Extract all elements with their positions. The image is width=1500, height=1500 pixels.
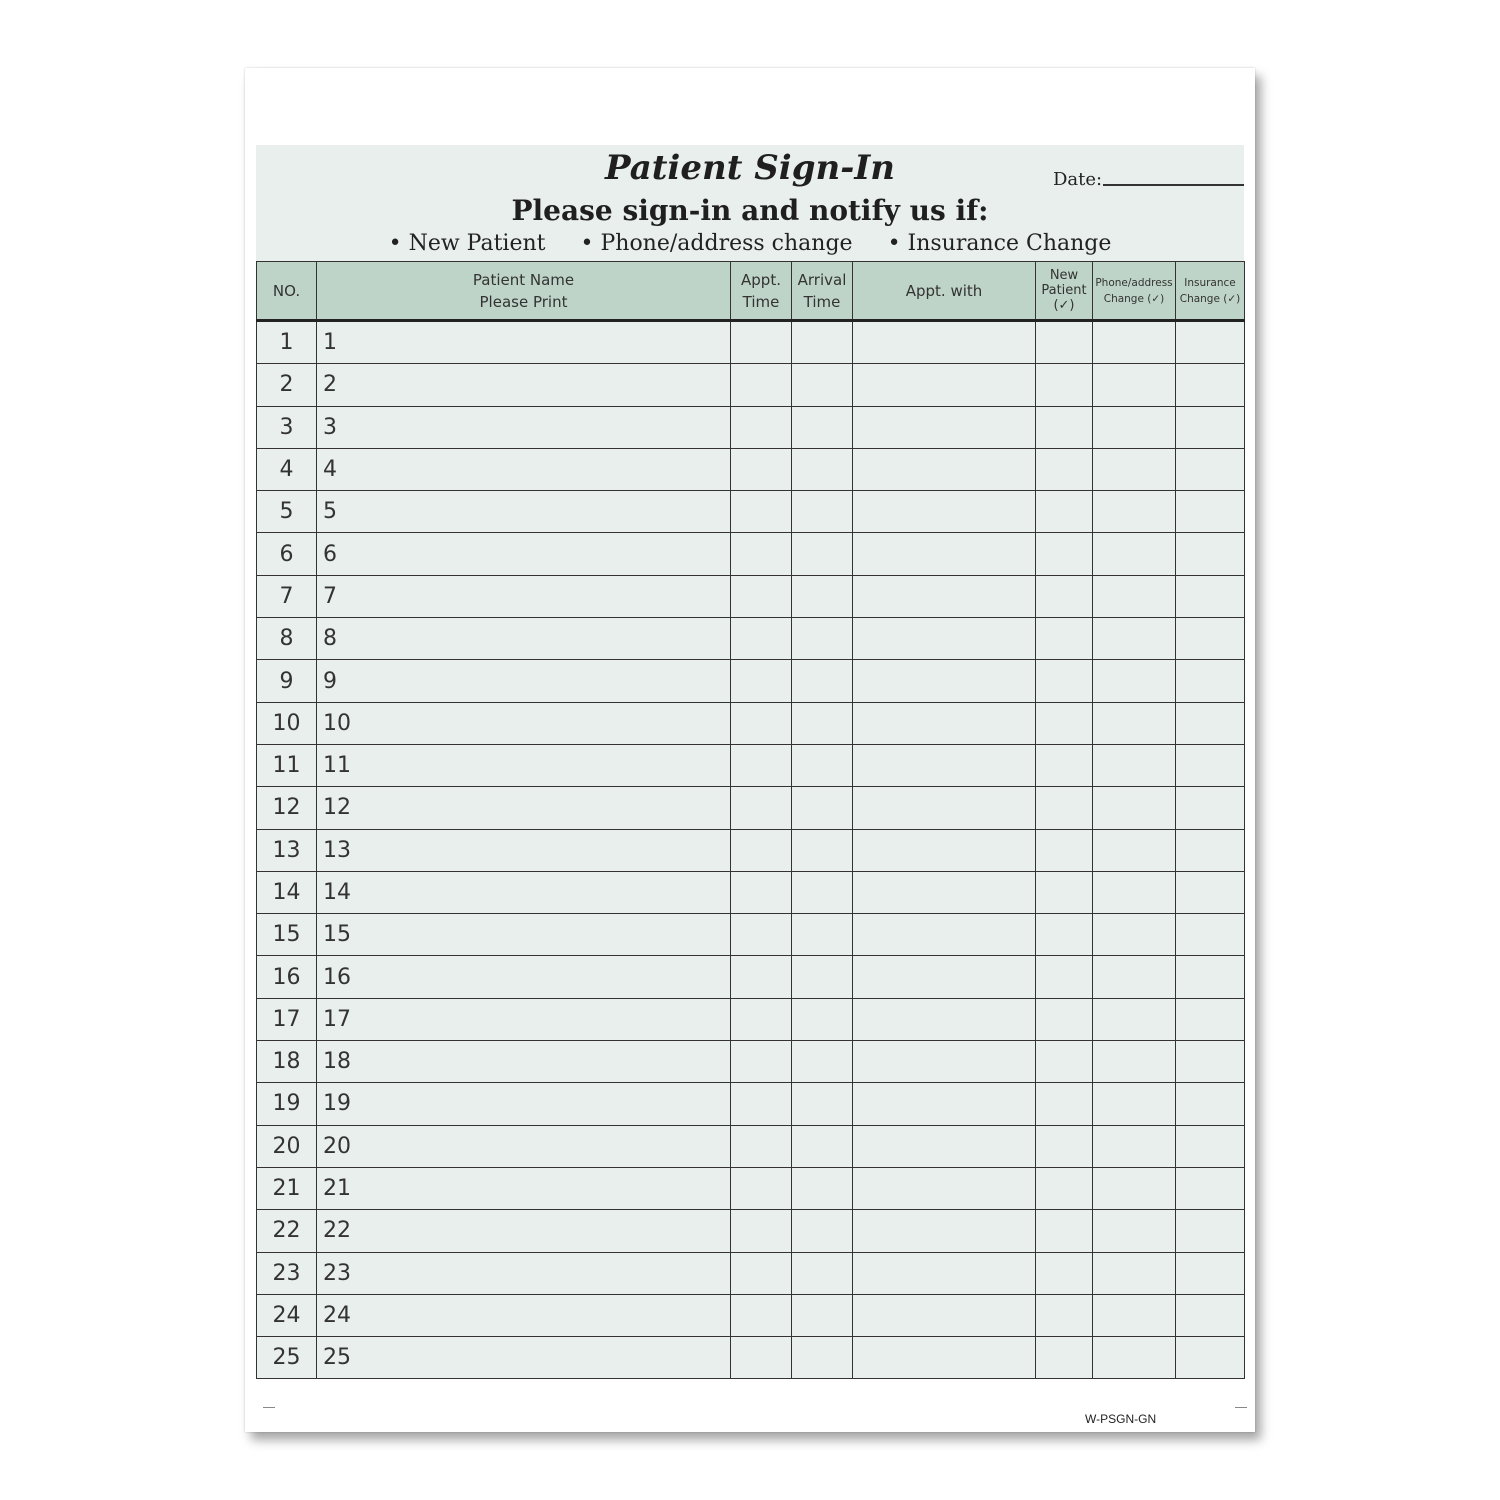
notify-item-phone-address: • Phone/address change <box>580 231 853 256</box>
col-header-arrival-time: Arrival Time <box>792 262 853 321</box>
insurance-check-cell[interactable] <box>1176 744 1245 786</box>
appt-time-cell[interactable] <box>731 744 792 786</box>
insurance-check-cell[interactable] <box>1176 364 1245 406</box>
table-row <box>257 1083 1245 1125</box>
arrival-time-cell[interactable] <box>792 956 853 998</box>
patient-name-cell[interactable]: 4 <box>317 448 731 490</box>
new-patient-check-cell[interactable] <box>1036 744 1093 786</box>
table-row <box>257 1167 1245 1209</box>
table-row <box>257 787 1245 829</box>
arrival-time-cell[interactable] <box>792 871 853 913</box>
table-row <box>257 406 1245 448</box>
insurance-check-cell[interactable] <box>1176 702 1245 744</box>
patient-name-cell[interactable]: 15 <box>317 914 731 956</box>
patient-name-cell[interactable]: 23 <box>317 1252 731 1294</box>
sign-in-sheet <box>245 68 1255 1432</box>
appt-time-cell[interactable] <box>731 956 792 998</box>
patient-name-cell[interactable]: 9 <box>317 660 731 702</box>
arrival-time-cell[interactable] <box>792 914 853 956</box>
appt-time-cell[interactable] <box>731 998 792 1040</box>
phone-address-check-cell[interactable] <box>1093 1252 1176 1294</box>
patient-name-cell[interactable]: 18 <box>317 1041 731 1083</box>
patient-name-cell[interactable]: 2 <box>317 364 731 406</box>
appt-time-cell[interactable] <box>731 702 792 744</box>
insurance-check-cell[interactable] <box>1176 1294 1245 1336</box>
arrival-time-cell[interactable] <box>792 1041 853 1083</box>
patient-name-cell[interactable]: 1 <box>317 321 731 364</box>
appt-with-cell[interactable] <box>853 660 1036 702</box>
arrival-time-cell[interactable] <box>792 787 853 829</box>
table-row <box>257 575 1245 617</box>
phone-address-check-cell[interactable] <box>1093 533 1176 575</box>
new-patient-check-cell[interactable] <box>1036 1337 1093 1379</box>
phone-address-check-cell[interactable] <box>1093 1210 1176 1252</box>
insurance-check-cell[interactable] <box>1176 1125 1245 1167</box>
form-title: Patient Sign-In <box>605 148 895 188</box>
phone-address-check-cell[interactable] <box>1093 448 1176 490</box>
date-label: Date: <box>1053 169 1103 190</box>
table-row <box>257 1252 1245 1294</box>
appt-with-cell[interactable] <box>853 1337 1036 1379</box>
new-patient-check-cell[interactable] <box>1036 702 1093 744</box>
new-patient-check-cell[interactable] <box>1036 406 1093 448</box>
phone-address-check-cell[interactable] <box>1093 364 1176 406</box>
arrival-time-cell[interactable] <box>792 998 853 1040</box>
appt-time-cell[interactable] <box>731 1252 792 1294</box>
patient-name-cell[interactable]: 6 <box>317 533 731 575</box>
appt-with-cell[interactable] <box>853 914 1036 956</box>
appt-time-cell[interactable] <box>731 491 792 533</box>
insurance-check-cell[interactable] <box>1176 956 1245 998</box>
row-number: 10 <box>257 702 317 744</box>
arrival-time-cell[interactable] <box>792 1294 853 1336</box>
phone-address-check-cell[interactable] <box>1093 914 1176 956</box>
row-number: 24 <box>257 1294 317 1336</box>
row-number: 2 <box>257 364 317 406</box>
table-row <box>257 1294 1245 1336</box>
insurance-check-cell[interactable] <box>1176 575 1245 617</box>
col-header-no: NO. <box>257 262 317 321</box>
appt-time-cell[interactable] <box>731 533 792 575</box>
arrival-time-cell[interactable] <box>792 448 853 490</box>
phone-address-check-cell[interactable] <box>1093 321 1176 364</box>
row-number: 8 <box>257 618 317 660</box>
row-number: 15 <box>257 914 317 956</box>
phone-address-check-cell[interactable] <box>1093 1294 1176 1336</box>
insurance-check-cell[interactable] <box>1176 618 1245 660</box>
insurance-check-cell[interactable] <box>1176 1041 1245 1083</box>
insurance-check-cell[interactable] <box>1176 1252 1245 1294</box>
table-row <box>257 702 1245 744</box>
table-row <box>257 956 1245 998</box>
row-number: 13 <box>257 829 317 871</box>
col-header-patient-name: Patient Name Please Print <box>317 262 731 321</box>
row-number: 18 <box>257 1041 317 1083</box>
form-code: W-PSGN-GN <box>1085 1412 1157 1426</box>
row-number: 22 <box>257 1210 317 1252</box>
appt-with-cell[interactable] <box>853 1210 1036 1252</box>
appt-time-cell[interactable] <box>731 1337 792 1379</box>
patient-name-cell[interactable]: 17 <box>317 998 731 1040</box>
row-number: 17 <box>257 998 317 1040</box>
appt-with-cell[interactable] <box>853 744 1036 786</box>
phone-address-check-cell[interactable] <box>1093 1125 1176 1167</box>
new-patient-check-cell[interactable] <box>1036 1083 1093 1125</box>
appt-time-cell[interactable] <box>731 618 792 660</box>
patient-name-cell[interactable]: 10 <box>317 702 731 744</box>
phone-address-check-cell[interactable] <box>1093 871 1176 913</box>
row-number: 5 <box>257 491 317 533</box>
row-number: 12 <box>257 787 317 829</box>
new-patient-check-cell[interactable] <box>1036 829 1093 871</box>
patient-name-cell[interactable]: 20 <box>317 1125 731 1167</box>
row-number: 3 <box>257 406 317 448</box>
patient-name-cell[interactable]: 7 <box>317 575 731 617</box>
insurance-check-cell[interactable] <box>1176 321 1245 364</box>
form-subtitle: Please sign-in and notify us if: <box>511 194 989 227</box>
phone-address-check-cell[interactable] <box>1093 1167 1176 1209</box>
row-number: 25 <box>257 1337 317 1379</box>
table-row <box>257 871 1245 913</box>
table-row <box>257 1337 1245 1379</box>
phone-address-check-cell[interactable] <box>1093 1337 1176 1379</box>
appt-with-cell[interactable] <box>853 1252 1036 1294</box>
appt-time-cell[interactable] <box>731 1041 792 1083</box>
appt-with-cell[interactable] <box>853 787 1036 829</box>
table-header-row <box>257 262 1245 321</box>
insurance-check-cell[interactable] <box>1176 998 1245 1040</box>
phone-address-check-cell[interactable] <box>1093 491 1176 533</box>
appt-time-cell[interactable] <box>731 1294 792 1336</box>
col-header-insurance-change: Insurance Change (✓) <box>1176 262 1245 321</box>
arrival-time-cell[interactable] <box>792 321 853 364</box>
new-patient-check-cell[interactable] <box>1036 321 1093 364</box>
table-row <box>257 448 1245 490</box>
arrival-time-cell[interactable] <box>792 575 853 617</box>
appt-time-cell[interactable] <box>731 575 792 617</box>
appt-time-cell[interactable] <box>731 914 792 956</box>
new-patient-check-cell[interactable] <box>1036 871 1093 913</box>
row-number: 9 <box>257 660 317 702</box>
new-patient-check-cell[interactable] <box>1036 1041 1093 1083</box>
appt-with-cell[interactable] <box>853 1083 1036 1125</box>
row-number: 20 <box>257 1125 317 1167</box>
appt-with-cell[interactable] <box>853 321 1036 364</box>
arrival-time-cell[interactable] <box>792 1210 853 1252</box>
new-patient-check-cell[interactable] <box>1036 956 1093 998</box>
arrival-time-cell[interactable] <box>792 660 853 702</box>
row-number: 7 <box>257 575 317 617</box>
arrival-time-cell[interactable] <box>792 533 853 575</box>
arrival-time-cell[interactable] <box>792 1337 853 1379</box>
appt-time-cell[interactable] <box>731 364 792 406</box>
new-patient-check-cell[interactable] <box>1036 1167 1093 1209</box>
new-patient-check-cell[interactable] <box>1036 448 1093 490</box>
row-number: 16 <box>257 956 317 998</box>
table-row <box>257 660 1245 702</box>
patient-name-cell[interactable]: 13 <box>317 829 731 871</box>
row-number: 11 <box>257 744 317 786</box>
appt-time-cell[interactable] <box>731 1210 792 1252</box>
insurance-check-cell[interactable] <box>1176 1210 1245 1252</box>
arrival-time-cell[interactable] <box>792 364 853 406</box>
new-patient-check-cell[interactable] <box>1036 1294 1093 1336</box>
table-row <box>257 744 1245 786</box>
table-row <box>257 618 1245 660</box>
insurance-check-cell[interactable] <box>1176 660 1245 702</box>
table-row <box>257 364 1245 406</box>
phone-address-check-cell[interactable] <box>1093 575 1176 617</box>
new-patient-check-cell[interactable] <box>1036 660 1093 702</box>
arrival-time-cell[interactable] <box>792 1252 853 1294</box>
appt-time-cell[interactable] <box>731 321 792 364</box>
phone-address-check-cell[interactable] <box>1093 1041 1176 1083</box>
new-patient-check-cell[interactable] <box>1036 787 1093 829</box>
insurance-check-cell[interactable] <box>1176 1167 1245 1209</box>
arrival-time-cell[interactable] <box>792 1167 853 1209</box>
col-header-appt-with: Appt. with <box>853 262 1036 321</box>
appt-with-cell[interactable] <box>853 491 1036 533</box>
appt-with-cell[interactable] <box>853 1294 1036 1336</box>
trim-mark-left <box>263 1407 275 1408</box>
table-row <box>257 829 1245 871</box>
phone-address-check-cell[interactable] <box>1093 956 1176 998</box>
table-row <box>257 1210 1245 1252</box>
patient-name-cell[interactable]: 21 <box>317 1167 731 1209</box>
appt-with-cell[interactable] <box>853 956 1036 998</box>
patient-name-cell[interactable]: 5 <box>317 491 731 533</box>
appt-with-cell[interactable] <box>853 998 1036 1040</box>
phone-address-check-cell[interactable] <box>1093 787 1176 829</box>
new-patient-check-cell[interactable] <box>1036 364 1093 406</box>
patient-name-cell[interactable]: 14 <box>317 871 731 913</box>
row-number: 19 <box>257 1083 317 1125</box>
table-row <box>257 533 1245 575</box>
arrival-time-cell[interactable] <box>792 1125 853 1167</box>
trim-mark-right <box>1235 1407 1247 1408</box>
patient-name-cell[interactable]: 3 <box>317 406 731 448</box>
col-header-phone-address-change: Phone/address Change (✓) <box>1093 262 1176 321</box>
new-patient-check-cell[interactable] <box>1036 998 1093 1040</box>
appt-time-cell[interactable] <box>731 406 792 448</box>
insurance-check-cell[interactable] <box>1176 787 1245 829</box>
row-number: 1 <box>257 321 317 364</box>
date-field[interactable] <box>1103 184 1244 186</box>
table-row <box>257 321 1245 364</box>
arrival-time-cell[interactable] <box>792 829 853 871</box>
table-row <box>257 998 1245 1040</box>
row-number: 6 <box>257 533 317 575</box>
phone-address-check-cell[interactable] <box>1093 744 1176 786</box>
new-patient-check-cell[interactable] <box>1036 914 1093 956</box>
phone-address-check-cell[interactable] <box>1093 660 1176 702</box>
patient-name-cell[interactable]: 22 <box>317 1210 731 1252</box>
appt-with-cell[interactable] <box>853 364 1036 406</box>
row-number: 14 <box>257 871 317 913</box>
patient-name-cell[interactable]: 19 <box>317 1083 731 1125</box>
new-patient-check-cell[interactable] <box>1036 1252 1093 1294</box>
patient-name-cell[interactable]: 25 <box>317 1337 731 1379</box>
appt-with-cell[interactable] <box>853 702 1036 744</box>
insurance-check-cell[interactable] <box>1176 1083 1245 1125</box>
row-number: 23 <box>257 1252 317 1294</box>
appt-with-cell[interactable] <box>853 618 1036 660</box>
notify-list <box>245 231 1255 256</box>
patient-name-cell[interactable]: 8 <box>317 618 731 660</box>
appt-with-cell[interactable] <box>853 1041 1036 1083</box>
appt-time-cell[interactable] <box>731 829 792 871</box>
sign-in-table <box>256 261 1245 1379</box>
appt-time-cell[interactable] <box>731 1125 792 1167</box>
new-patient-check-cell[interactable] <box>1036 618 1093 660</box>
appt-with-cell[interactable] <box>853 1125 1036 1167</box>
notify-item-insurance: • Insurance Change <box>887 231 1112 256</box>
new-patient-check-cell[interactable] <box>1036 575 1093 617</box>
insurance-check-cell[interactable] <box>1176 406 1245 448</box>
insurance-check-cell[interactable] <box>1176 871 1245 913</box>
insurance-check-cell[interactable] <box>1176 914 1245 956</box>
insurance-check-cell[interactable] <box>1176 448 1245 490</box>
appt-with-cell[interactable] <box>853 533 1036 575</box>
appt-with-cell[interactable] <box>853 406 1036 448</box>
phone-address-check-cell[interactable] <box>1093 702 1176 744</box>
table-row <box>257 1041 1245 1083</box>
phone-address-check-cell[interactable] <box>1093 406 1176 448</box>
appt-with-cell[interactable] <box>853 575 1036 617</box>
insurance-check-cell[interactable] <box>1176 829 1245 871</box>
table-row <box>257 914 1245 956</box>
appt-time-cell[interactable] <box>731 448 792 490</box>
insurance-check-cell[interactable] <box>1176 533 1245 575</box>
arrival-time-cell[interactable] <box>792 618 853 660</box>
insurance-check-cell[interactable] <box>1176 491 1245 533</box>
phone-address-check-cell[interactable] <box>1093 1083 1176 1125</box>
appt-with-cell[interactable] <box>853 829 1036 871</box>
patient-name-cell[interactable]: 11 <box>317 744 731 786</box>
phone-address-check-cell[interactable] <box>1093 618 1176 660</box>
appt-with-cell[interactable] <box>853 448 1036 490</box>
table-row <box>257 1125 1245 1167</box>
appt-with-cell[interactable] <box>853 1167 1036 1209</box>
patient-name-cell[interactable]: 24 <box>317 1294 731 1336</box>
appt-time-cell[interactable] <box>731 1083 792 1125</box>
col-header-appt-time: Appt. Time <box>731 262 792 321</box>
arrival-time-cell[interactable] <box>792 1083 853 1125</box>
new-patient-check-cell[interactable] <box>1036 1125 1093 1167</box>
arrival-time-cell[interactable] <box>792 406 853 448</box>
appt-time-cell[interactable] <box>731 787 792 829</box>
arrival-time-cell[interactable] <box>792 702 853 744</box>
arrival-time-cell[interactable] <box>792 744 853 786</box>
arrival-time-cell[interactable] <box>792 491 853 533</box>
new-patient-check-cell[interactable] <box>1036 1210 1093 1252</box>
phone-address-check-cell[interactable] <box>1093 998 1176 1040</box>
patient-name-cell[interactable]: 16 <box>317 956 731 998</box>
row-number: 21 <box>257 1167 317 1209</box>
col-header-new-patient: New Patient (✓) <box>1036 262 1093 321</box>
insurance-check-cell[interactable] <box>1176 1337 1245 1379</box>
appt-time-cell[interactable] <box>731 1167 792 1209</box>
appt-time-cell[interactable] <box>731 871 792 913</box>
notify-item-new-patient: • New Patient <box>388 231 546 256</box>
table-row <box>257 491 1245 533</box>
appt-time-cell[interactable] <box>731 660 792 702</box>
row-number: 4 <box>257 448 317 490</box>
patient-name-cell[interactable]: 12 <box>317 787 731 829</box>
phone-address-check-cell[interactable] <box>1093 829 1176 871</box>
new-patient-check-cell[interactable] <box>1036 491 1093 533</box>
new-patient-check-cell[interactable] <box>1036 533 1093 575</box>
appt-with-cell[interactable] <box>853 871 1036 913</box>
